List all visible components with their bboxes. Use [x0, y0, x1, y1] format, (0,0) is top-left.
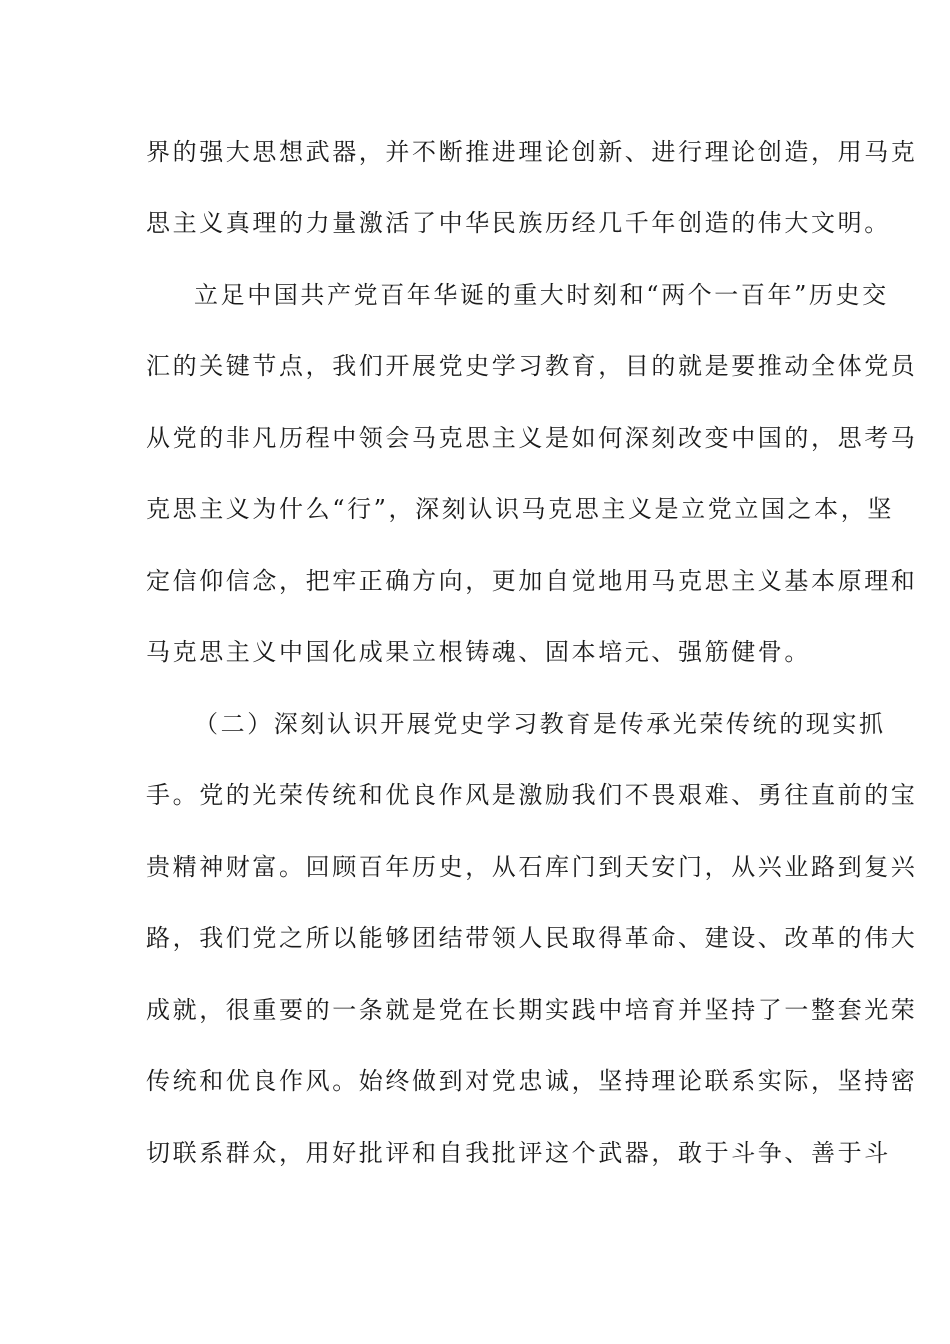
text-line: 手。党的光荣传统和优良作风是激励我们不畏艰难、勇往直前的宝 [146, 781, 918, 809]
text-line: 贵精神财富。回顾百年历史，从石库门到天安门，从兴业路到复兴 [146, 853, 918, 881]
text-line: 克思主义为什么“行”，深刻认识马克思主义是立党立国之本，坚 [146, 495, 894, 523]
text-line: 切联系群众，用好批评和自我批评这个武器，敢于斗争、善于斗 [146, 1139, 891, 1167]
text-line: 从党的非凡历程中领会马克思主义是如何深刻改变中国的，思考马 [146, 424, 918, 452]
text-line: 思主义真理的力量激活了中华民族历经几千年创造的伟大文明。 [146, 209, 891, 237]
text-line: 界的强大思想武器，并不断推进理论创新、进行理论创造，用马克 [146, 138, 918, 166]
text-line: 马克思主义中国化成果立根铸魂、固本培元、强筋健骨。 [146, 638, 811, 666]
text-line: 汇的关键节点，我们开展党史学习教育，目的就是要推动全体党员 [146, 352, 918, 380]
text-line: 定信仰信念，把牢正确方向，更加自觉地用马克思主义基本原理和 [146, 567, 918, 595]
paragraph-start-line: 立足中国共产党百年华诞的重大时刻和“两个一百年”历史交 [194, 281, 889, 309]
text-line: 传统和优良作风。始终做到对党忠诚，坚持理论联系实际，坚持密 [146, 1067, 918, 1095]
text-line: 成就，很重要的一条就是党在长期实践中培育并坚持了一整套光荣 [146, 996, 918, 1024]
section-heading-line: （二）深刻认识开展党史学习教育是传承光荣传统的现实抓 [194, 710, 886, 738]
text-line: 路，我们党之所以能够团结带领人民取得革命、建设、改革的伟大 [146, 924, 918, 952]
